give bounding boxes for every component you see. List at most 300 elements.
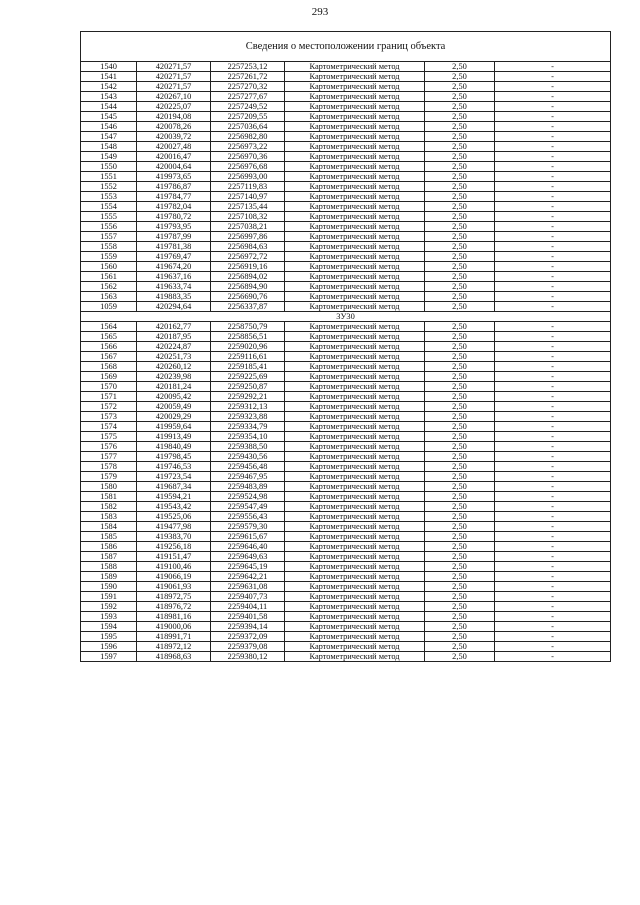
accuracy-cell: 2,50	[425, 272, 495, 282]
description-cell: -	[495, 282, 611, 292]
description-cell: -	[495, 72, 611, 82]
x-coordinate-cell: 420059,49	[137, 402, 211, 412]
description-cell: -	[495, 512, 611, 522]
table-row	[81, 452, 611, 462]
description-cell: -	[495, 392, 611, 402]
method-cell: Картометрический метод	[285, 132, 425, 142]
method-cell: Картометрический метод	[285, 402, 425, 412]
accuracy-cell: 2,50	[425, 592, 495, 602]
y-coordinate-cell: 2259407,73	[211, 592, 285, 602]
table-row	[81, 352, 611, 362]
method-cell: Картометрический метод	[285, 442, 425, 452]
accuracy-cell: 2,50	[425, 132, 495, 142]
point-number-cell: 1563	[81, 292, 137, 302]
point-number-cell: 1572	[81, 402, 137, 412]
point-number-cell: 1556	[81, 222, 137, 232]
y-coordinate-cell: 2257261,72	[211, 72, 285, 82]
table-row	[81, 432, 611, 442]
method-cell: Картометрический метод	[285, 462, 425, 472]
table-row	[81, 162, 611, 172]
description-cell: -	[495, 552, 611, 562]
table-row	[81, 242, 611, 252]
point-number-cell: 1591	[81, 592, 137, 602]
table-row	[81, 342, 611, 352]
y-coordinate-cell: 2257140,97	[211, 192, 285, 202]
y-coordinate-cell: 2259379,08	[211, 642, 285, 652]
description-cell: -	[495, 62, 611, 72]
description-cell: -	[495, 242, 611, 252]
x-coordinate-cell: 418981,16	[137, 612, 211, 622]
method-cell: Картометрический метод	[285, 372, 425, 382]
y-coordinate-cell: 2256984,63	[211, 242, 285, 252]
x-coordinate-cell: 419383,70	[137, 532, 211, 542]
method-cell: Картометрический метод	[285, 82, 425, 92]
point-number-cell: 1555	[81, 212, 137, 222]
point-number-cell: 1568	[81, 362, 137, 372]
table-row	[81, 392, 611, 402]
accuracy-cell: 2,50	[425, 302, 495, 312]
y-coordinate-cell: 2259401,58	[211, 612, 285, 622]
y-coordinate-cell: 2256919,16	[211, 262, 285, 272]
x-coordinate-cell: 419787,99	[137, 232, 211, 242]
point-number-cell: 1567	[81, 352, 137, 362]
table-row	[81, 192, 611, 202]
point-number-cell: 1541	[81, 72, 137, 82]
x-coordinate-cell: 419000,06	[137, 622, 211, 632]
point-number-cell: 1573	[81, 412, 137, 422]
method-cell: Картометрический метод	[285, 342, 425, 352]
x-coordinate-cell: 420224,87	[137, 342, 211, 352]
table-row	[81, 572, 611, 582]
x-coordinate-cell: 420225,07	[137, 102, 211, 112]
y-coordinate-cell: 2257036,64	[211, 122, 285, 132]
description-cell: -	[495, 422, 611, 432]
point-number-cell: 1587	[81, 552, 137, 562]
method-cell: Картометрический метод	[285, 92, 425, 102]
x-coordinate-cell: 420271,57	[137, 82, 211, 92]
table-title-row	[81, 32, 611, 62]
point-number-cell: 1546	[81, 122, 137, 132]
point-number-cell: 1548	[81, 142, 137, 152]
x-coordinate-cell: 419256,18	[137, 542, 211, 552]
y-coordinate-cell: 2259250,87	[211, 382, 285, 392]
accuracy-cell: 2,50	[425, 342, 495, 352]
point-number-cell: 1582	[81, 502, 137, 512]
method-cell: Картометрический метод	[285, 72, 425, 82]
table-row	[81, 332, 611, 342]
x-coordinate-cell: 419913,49	[137, 432, 211, 442]
accuracy-cell: 2,50	[425, 212, 495, 222]
accuracy-cell: 2,50	[425, 362, 495, 372]
y-coordinate-cell: 2257209,55	[211, 112, 285, 122]
point-number-cell: 1560	[81, 262, 137, 272]
point-number-cell: 1553	[81, 192, 137, 202]
method-cell: Картометрический метод	[285, 472, 425, 482]
description-cell: -	[495, 572, 611, 582]
y-coordinate-cell: 2257249,52	[211, 102, 285, 112]
description-cell: -	[495, 352, 611, 362]
point-number-cell: 1543	[81, 92, 137, 102]
x-coordinate-cell: 419594,21	[137, 492, 211, 502]
description-cell: -	[495, 102, 611, 112]
x-coordinate-cell: 420095,42	[137, 392, 211, 402]
point-number-cell: 1565	[81, 332, 137, 342]
y-coordinate-cell: 2259467,95	[211, 472, 285, 482]
y-coordinate-cell: 2259372,09	[211, 632, 285, 642]
accuracy-cell: 2,50	[425, 242, 495, 252]
boundary-table	[80, 31, 611, 662]
table-row	[81, 202, 611, 212]
point-number-cell: 1558	[81, 242, 137, 252]
method-cell: Картометрический метод	[285, 142, 425, 152]
accuracy-cell: 2,50	[425, 502, 495, 512]
table-row	[81, 382, 611, 392]
x-coordinate-cell: 419798,45	[137, 452, 211, 462]
description-cell: -	[495, 252, 611, 262]
x-coordinate-cell: 420194,08	[137, 112, 211, 122]
method-cell: Картометрический метод	[285, 392, 425, 402]
y-coordinate-cell: 2259483,89	[211, 482, 285, 492]
table-row	[81, 82, 611, 92]
x-coordinate-cell: 418972,75	[137, 592, 211, 602]
point-number-cell: 1551	[81, 172, 137, 182]
accuracy-cell: 2,50	[425, 582, 495, 592]
method-cell: Картометрический метод	[285, 212, 425, 222]
accuracy-cell: 2,50	[425, 532, 495, 542]
table-row	[81, 362, 611, 372]
accuracy-cell: 2,50	[425, 172, 495, 182]
accuracy-cell: 2,50	[425, 112, 495, 122]
accuracy-cell: 2,50	[425, 282, 495, 292]
x-coordinate-cell: 419687,34	[137, 482, 211, 492]
y-coordinate-cell: 2257038,21	[211, 222, 285, 232]
x-coordinate-cell: 419769,47	[137, 252, 211, 262]
description-cell: -	[495, 222, 611, 232]
method-cell: Картометрический метод	[285, 502, 425, 512]
description-cell: -	[495, 442, 611, 452]
method-cell: Картометрический метод	[285, 642, 425, 652]
x-coordinate-cell: 419784,77	[137, 192, 211, 202]
table-row	[81, 402, 611, 412]
x-coordinate-cell: 420039,72	[137, 132, 211, 142]
point-number-cell: 1570	[81, 382, 137, 392]
description-cell: -	[495, 182, 611, 192]
method-cell: Картометрический метод	[285, 482, 425, 492]
point-number-cell: 1544	[81, 102, 137, 112]
accuracy-cell: 2,50	[425, 232, 495, 242]
description-cell: -	[495, 332, 611, 342]
point-number-cell: 1559	[81, 252, 137, 262]
point-number-cell: 1578	[81, 462, 137, 472]
accuracy-cell: 2,50	[425, 332, 495, 342]
method-cell: Картометрический метод	[285, 222, 425, 232]
method-cell: Картометрический метод	[285, 632, 425, 642]
accuracy-cell: 2,50	[425, 482, 495, 492]
x-coordinate-cell: 419066,19	[137, 572, 211, 582]
accuracy-cell: 2,50	[425, 92, 495, 102]
accuracy-cell: 2,50	[425, 432, 495, 442]
table-row	[81, 172, 611, 182]
method-cell: Картометрический метод	[285, 582, 425, 592]
y-coordinate-cell: 2256997,86	[211, 232, 285, 242]
description-cell: -	[495, 172, 611, 182]
table-row	[81, 182, 611, 192]
description-cell: -	[495, 342, 611, 352]
accuracy-cell: 2,50	[425, 412, 495, 422]
description-cell: -	[495, 152, 611, 162]
table-title: Сведения о местоположении границ объекта	[81, 32, 611, 62]
table-row	[81, 412, 611, 422]
table-row	[81, 322, 611, 332]
y-coordinate-cell: 2257277,67	[211, 92, 285, 102]
method-cell: Картометрический метод	[285, 562, 425, 572]
x-coordinate-cell: 419793,95	[137, 222, 211, 232]
y-coordinate-cell: 2259556,43	[211, 512, 285, 522]
y-coordinate-cell: 2259547,49	[211, 502, 285, 512]
table-row	[81, 292, 611, 302]
method-cell: Картометрический метод	[285, 522, 425, 532]
table-row	[81, 302, 611, 312]
x-coordinate-cell: 420029,29	[137, 412, 211, 422]
y-coordinate-cell: 2256970,36	[211, 152, 285, 162]
accuracy-cell: 2,50	[425, 372, 495, 382]
table-row	[81, 582, 611, 592]
accuracy-cell: 2,50	[425, 542, 495, 552]
y-coordinate-cell: 2256973,22	[211, 142, 285, 152]
x-coordinate-cell: 419674,20	[137, 262, 211, 272]
description-cell: -	[495, 402, 611, 412]
method-cell: Картометрический метод	[285, 302, 425, 312]
description-cell: -	[495, 582, 611, 592]
method-cell: Картометрический метод	[285, 262, 425, 272]
point-number-cell: 1564	[81, 322, 137, 332]
accuracy-cell: 2,50	[425, 292, 495, 302]
point-number-cell: 1561	[81, 272, 137, 282]
accuracy-cell: 2,50	[425, 202, 495, 212]
point-number-cell: 1580	[81, 482, 137, 492]
table-row	[81, 512, 611, 522]
x-coordinate-cell: 420267,10	[137, 92, 211, 102]
y-coordinate-cell: 2256993,00	[211, 172, 285, 182]
point-number-cell: 1581	[81, 492, 137, 502]
description-cell: -	[495, 592, 611, 602]
description-cell: -	[495, 212, 611, 222]
accuracy-cell: 2,50	[425, 422, 495, 432]
description-cell: -	[495, 372, 611, 382]
x-coordinate-cell: 419782,04	[137, 202, 211, 212]
x-coordinate-cell: 419883,35	[137, 292, 211, 302]
table-row	[81, 522, 611, 532]
x-coordinate-cell: 419151,47	[137, 552, 211, 562]
y-coordinate-cell: 2256982,80	[211, 132, 285, 142]
point-number-cell: 1583	[81, 512, 137, 522]
point-number-cell: 1594	[81, 622, 137, 632]
table-row	[81, 532, 611, 542]
accuracy-cell: 2,50	[425, 182, 495, 192]
description-cell: -	[495, 632, 611, 642]
accuracy-cell: 2,50	[425, 72, 495, 82]
method-cell: Картометрический метод	[285, 362, 425, 372]
table-row	[81, 502, 611, 512]
method-cell: Картометрический метод	[285, 452, 425, 462]
point-number-cell: 1562	[81, 282, 137, 292]
method-cell: Картометрический метод	[285, 612, 425, 622]
y-coordinate-cell: 2259456,48	[211, 462, 285, 472]
description-cell: -	[495, 232, 611, 242]
y-coordinate-cell: 2256690,76	[211, 292, 285, 302]
method-cell: Картометрический метод	[285, 542, 425, 552]
accuracy-cell: 2,50	[425, 392, 495, 402]
x-coordinate-cell: 420294,64	[137, 302, 211, 312]
description-cell: -	[495, 162, 611, 172]
description-cell: -	[495, 452, 611, 462]
accuracy-cell: 2,50	[425, 552, 495, 562]
description-cell: -	[495, 262, 611, 272]
y-coordinate-cell: 2259380,12	[211, 652, 285, 662]
y-coordinate-cell: 2257135,44	[211, 202, 285, 212]
x-coordinate-cell: 420251,73	[137, 352, 211, 362]
accuracy-cell: 2,50	[425, 452, 495, 462]
table-row	[81, 282, 611, 292]
description-cell: -	[495, 82, 611, 92]
method-cell: Картометрический метод	[285, 122, 425, 132]
table-row	[81, 252, 611, 262]
table-row	[81, 122, 611, 132]
y-coordinate-cell: 2259388,50	[211, 442, 285, 452]
method-cell: Картометрический метод	[285, 602, 425, 612]
table-row	[81, 132, 611, 142]
x-coordinate-cell: 419780,72	[137, 212, 211, 222]
point-number-cell: 1579	[81, 472, 137, 482]
accuracy-cell: 2,50	[425, 62, 495, 72]
point-number-cell: 1554	[81, 202, 137, 212]
point-number-cell: 1550	[81, 162, 137, 172]
accuracy-cell: 2,50	[425, 562, 495, 572]
point-number-cell: 1542	[81, 82, 137, 92]
point-number-cell: 1588	[81, 562, 137, 572]
x-coordinate-cell: 419525,06	[137, 512, 211, 522]
method-cell: Картометрический метод	[285, 192, 425, 202]
method-cell: Картометрический метод	[285, 322, 425, 332]
method-cell: Картометрический метод	[285, 552, 425, 562]
method-cell: Картометрический метод	[285, 282, 425, 292]
y-coordinate-cell: 2257270,32	[211, 82, 285, 92]
description-cell: -	[495, 612, 611, 622]
accuracy-cell: 2,50	[425, 522, 495, 532]
x-coordinate-cell: 419637,16	[137, 272, 211, 282]
table-row	[81, 562, 611, 572]
table-row	[81, 102, 611, 112]
y-coordinate-cell: 2256972,72	[211, 252, 285, 262]
description-cell: -	[495, 482, 611, 492]
x-coordinate-cell: 419477,98	[137, 522, 211, 532]
method-cell: Картометрический метод	[285, 172, 425, 182]
method-cell: Картометрический метод	[285, 512, 425, 522]
description-cell: -	[495, 432, 611, 442]
table-row	[81, 422, 611, 432]
accuracy-cell: 2,50	[425, 322, 495, 332]
x-coordinate-cell: 419746,53	[137, 462, 211, 472]
method-cell: Картометрический метод	[285, 332, 425, 342]
method-cell: Картометрический метод	[285, 292, 425, 302]
accuracy-cell: 2,50	[425, 162, 495, 172]
method-cell: Картометрический метод	[285, 622, 425, 632]
accuracy-cell: 2,50	[425, 442, 495, 452]
description-cell: -	[495, 462, 611, 472]
y-coordinate-cell: 2259394,14	[211, 622, 285, 632]
point-number-cell: 1540	[81, 62, 137, 72]
y-coordinate-cell: 2259430,56	[211, 452, 285, 462]
method-cell: Картометрический метод	[285, 592, 425, 602]
description-cell: -	[495, 292, 611, 302]
table-row	[81, 222, 611, 232]
method-cell: Картометрический метод	[285, 202, 425, 212]
y-coordinate-cell: 2259645,19	[211, 562, 285, 572]
point-number-cell: 1595	[81, 632, 137, 642]
method-cell: Картометрический метод	[285, 252, 425, 262]
method-cell: Картометрический метод	[285, 382, 425, 392]
table-row	[81, 442, 611, 452]
accuracy-cell: 2,50	[425, 642, 495, 652]
method-cell: Картометрический метод	[285, 112, 425, 122]
y-coordinate-cell: 2258856,51	[211, 332, 285, 342]
table-row	[81, 622, 611, 632]
y-coordinate-cell: 2259020,96	[211, 342, 285, 352]
section-row	[81, 312, 611, 322]
point-number-cell: 1545	[81, 112, 137, 122]
accuracy-cell: 2,50	[425, 192, 495, 202]
table-row	[81, 612, 611, 622]
table-row	[81, 112, 611, 122]
table-row	[81, 212, 611, 222]
table-row	[81, 72, 611, 82]
description-cell: -	[495, 602, 611, 612]
table-row	[81, 652, 611, 662]
table-row	[81, 552, 611, 562]
x-coordinate-cell: 420162,77	[137, 322, 211, 332]
accuracy-cell: 2,50	[425, 262, 495, 272]
method-cell: Картометрический метод	[285, 572, 425, 582]
description-cell: -	[495, 412, 611, 422]
y-coordinate-cell: 2256894,02	[211, 272, 285, 282]
point-number-cell: 1547	[81, 132, 137, 142]
point-number-cell: 1574	[81, 422, 137, 432]
table-row	[81, 62, 611, 72]
y-coordinate-cell: 2259649,63	[211, 552, 285, 562]
y-coordinate-cell: 2259116,61	[211, 352, 285, 362]
table-row	[81, 602, 611, 612]
x-coordinate-cell: 420027,48	[137, 142, 211, 152]
x-coordinate-cell: 420187,95	[137, 332, 211, 342]
x-coordinate-cell: 420181,24	[137, 382, 211, 392]
point-number-cell: 1593	[81, 612, 137, 622]
y-coordinate-cell: 2259185,41	[211, 362, 285, 372]
y-coordinate-cell: 2259579,30	[211, 522, 285, 532]
description-cell: -	[495, 202, 611, 212]
accuracy-cell: 2,50	[425, 82, 495, 92]
x-coordinate-cell: 419061,93	[137, 582, 211, 592]
x-coordinate-cell: 418976,72	[137, 602, 211, 612]
description-cell: -	[495, 532, 611, 542]
table-row	[81, 542, 611, 552]
table-row	[81, 482, 611, 492]
table-row	[81, 462, 611, 472]
accuracy-cell: 2,50	[425, 252, 495, 262]
method-cell: Картометрический метод	[285, 412, 425, 422]
point-number-cell: 1549	[81, 152, 137, 162]
accuracy-cell: 2,50	[425, 382, 495, 392]
x-coordinate-cell: 419959,64	[137, 422, 211, 432]
